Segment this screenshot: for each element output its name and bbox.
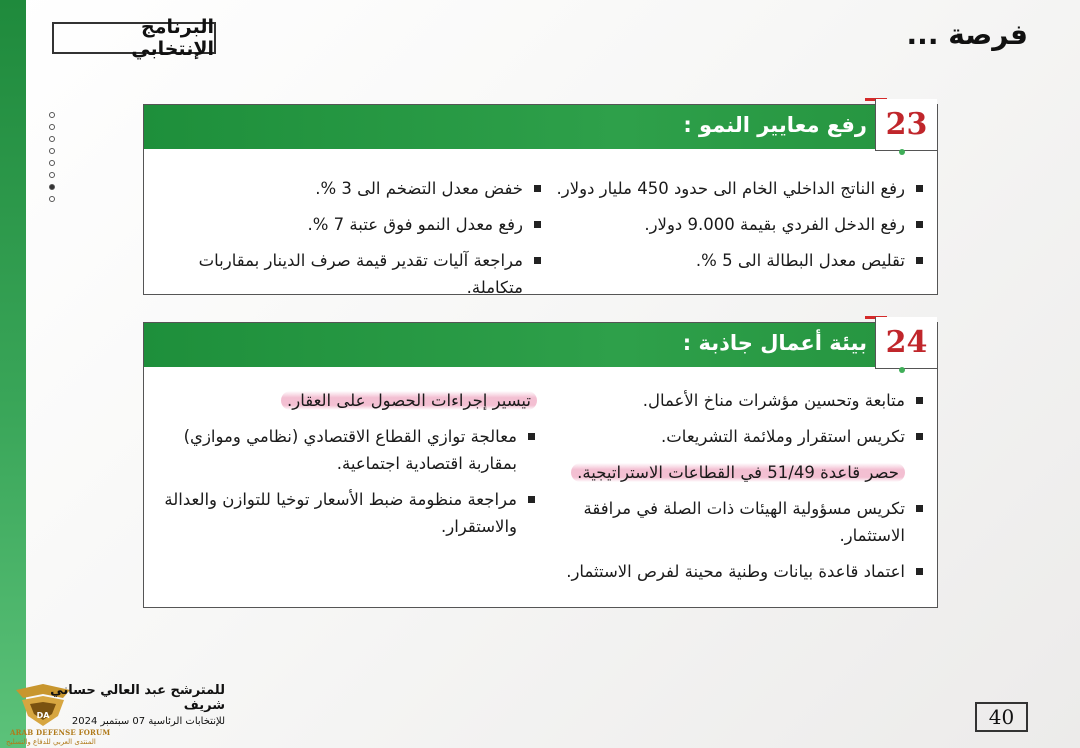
list-item: خفض معدل التضخم الى 3 %. <box>148 175 543 202</box>
page-number: 40 <box>988 705 1015 729</box>
bullet-icon <box>916 505 923 512</box>
card-title: رفع معايير النمو : <box>683 113 867 137</box>
highlighted-text: حصر قاعدة 51/49 في القطاعات الاستراتيجية. <box>571 463 905 482</box>
left-column <box>148 175 543 310</box>
list-item: تكريس استقرار وملائمة التشريعات. <box>565 423 925 450</box>
bullet-icon <box>528 433 535 440</box>
highlighted-text: تيسير إجراءات الحصول على العقار. <box>281 391 537 410</box>
nav-dot-active <box>49 184 55 190</box>
list-item: معالجة توازي القطاع الاقتصادي (نظامي وموازي) بمقاربة اقتصادية اجتماعية. <box>157 423 537 477</box>
nav-dot <box>49 172 55 178</box>
page-title: فرصة ... <box>906 18 1028 51</box>
nav-dot <box>49 136 55 142</box>
logo-initials: DA <box>36 711 50 720</box>
green-accent-dot <box>899 149 905 155</box>
bullet-icon <box>916 221 923 228</box>
left-accent-stripe <box>0 0 26 748</box>
nav-dot <box>49 148 55 154</box>
program-label: البرنامج الإنتخابي <box>131 16 214 60</box>
list-item: تقليص معدل البطالة الى 5 %. <box>555 247 925 274</box>
bullet-icon <box>916 568 923 575</box>
nav-dot <box>49 112 55 118</box>
logo-caption: ARAB DEFENSE FORUM <box>10 728 111 737</box>
program-label-box <box>52 16 216 60</box>
bullet-icon <box>916 257 923 264</box>
footer-candidate: للمترشح عبد العالي حساني شريف <box>50 683 225 713</box>
bullet-icon <box>528 496 535 503</box>
list-item: مراجعة منظومة ضبط الأسعار توخيا للتوازن والعدالة والاستقرار. <box>157 486 537 540</box>
nav-dot <box>49 124 55 130</box>
page-number-box <box>975 702 1028 732</box>
bullet-icon <box>916 397 923 404</box>
bullet-icon <box>916 185 923 192</box>
bullet-icon <box>534 185 541 192</box>
logo-caption-ar: المنتدى العربي للدفاع والتسليح <box>6 738 96 746</box>
list-item: رفع الناتج الداخلي الخام الى حدود 450 مليار دولار. <box>555 175 925 202</box>
card-number: 24 <box>885 325 928 360</box>
card-number-box <box>875 317 937 369</box>
list-item-highlighted <box>565 459 925 486</box>
bullet-icon <box>916 433 923 440</box>
card-attractive-business-environment <box>143 322 938 608</box>
footer-candidate-info <box>50 683 225 727</box>
card-growth-standards <box>143 104 938 295</box>
right-column <box>565 387 925 594</box>
card-number-box <box>875 99 937 151</box>
left-column <box>157 387 537 549</box>
nav-dot <box>49 196 55 202</box>
list-item: رفع الدخل الفردي بقيمة 9.000 دولار. <box>555 211 925 238</box>
list-item: مراجعة آليات تقدير قيمة صرف الدينار بمقاربات متكاملة. <box>148 247 543 301</box>
bullet-icon <box>534 257 541 264</box>
footer-election: للإنتخابات الرئاسية 07 سبتمبر 2024 <box>71 716 225 727</box>
green-accent-dot <box>899 367 905 373</box>
list-item: رفع معدل النمو فوق عتبة 7 %. <box>148 211 543 238</box>
list-item: تكريس مسؤولية الهيئات ذات الصلة في مرافقة الاستثمار. <box>565 495 925 549</box>
slide-navigation-dots <box>49 112 59 208</box>
list-item: اعتماد قاعدة بيانات وطنية محينة لفرص الاستثمار. <box>565 558 925 585</box>
nav-dot <box>49 160 55 166</box>
card-number: 23 <box>885 107 928 142</box>
right-column <box>555 175 925 283</box>
card-title: بيئة أعمال جاذبة : <box>682 331 867 355</box>
bullet-icon <box>534 221 541 228</box>
list-item: متابعة وتحسين مؤشرات مناخ الأعمال. <box>565 387 925 414</box>
list-item-highlighted <box>157 387 537 414</box>
